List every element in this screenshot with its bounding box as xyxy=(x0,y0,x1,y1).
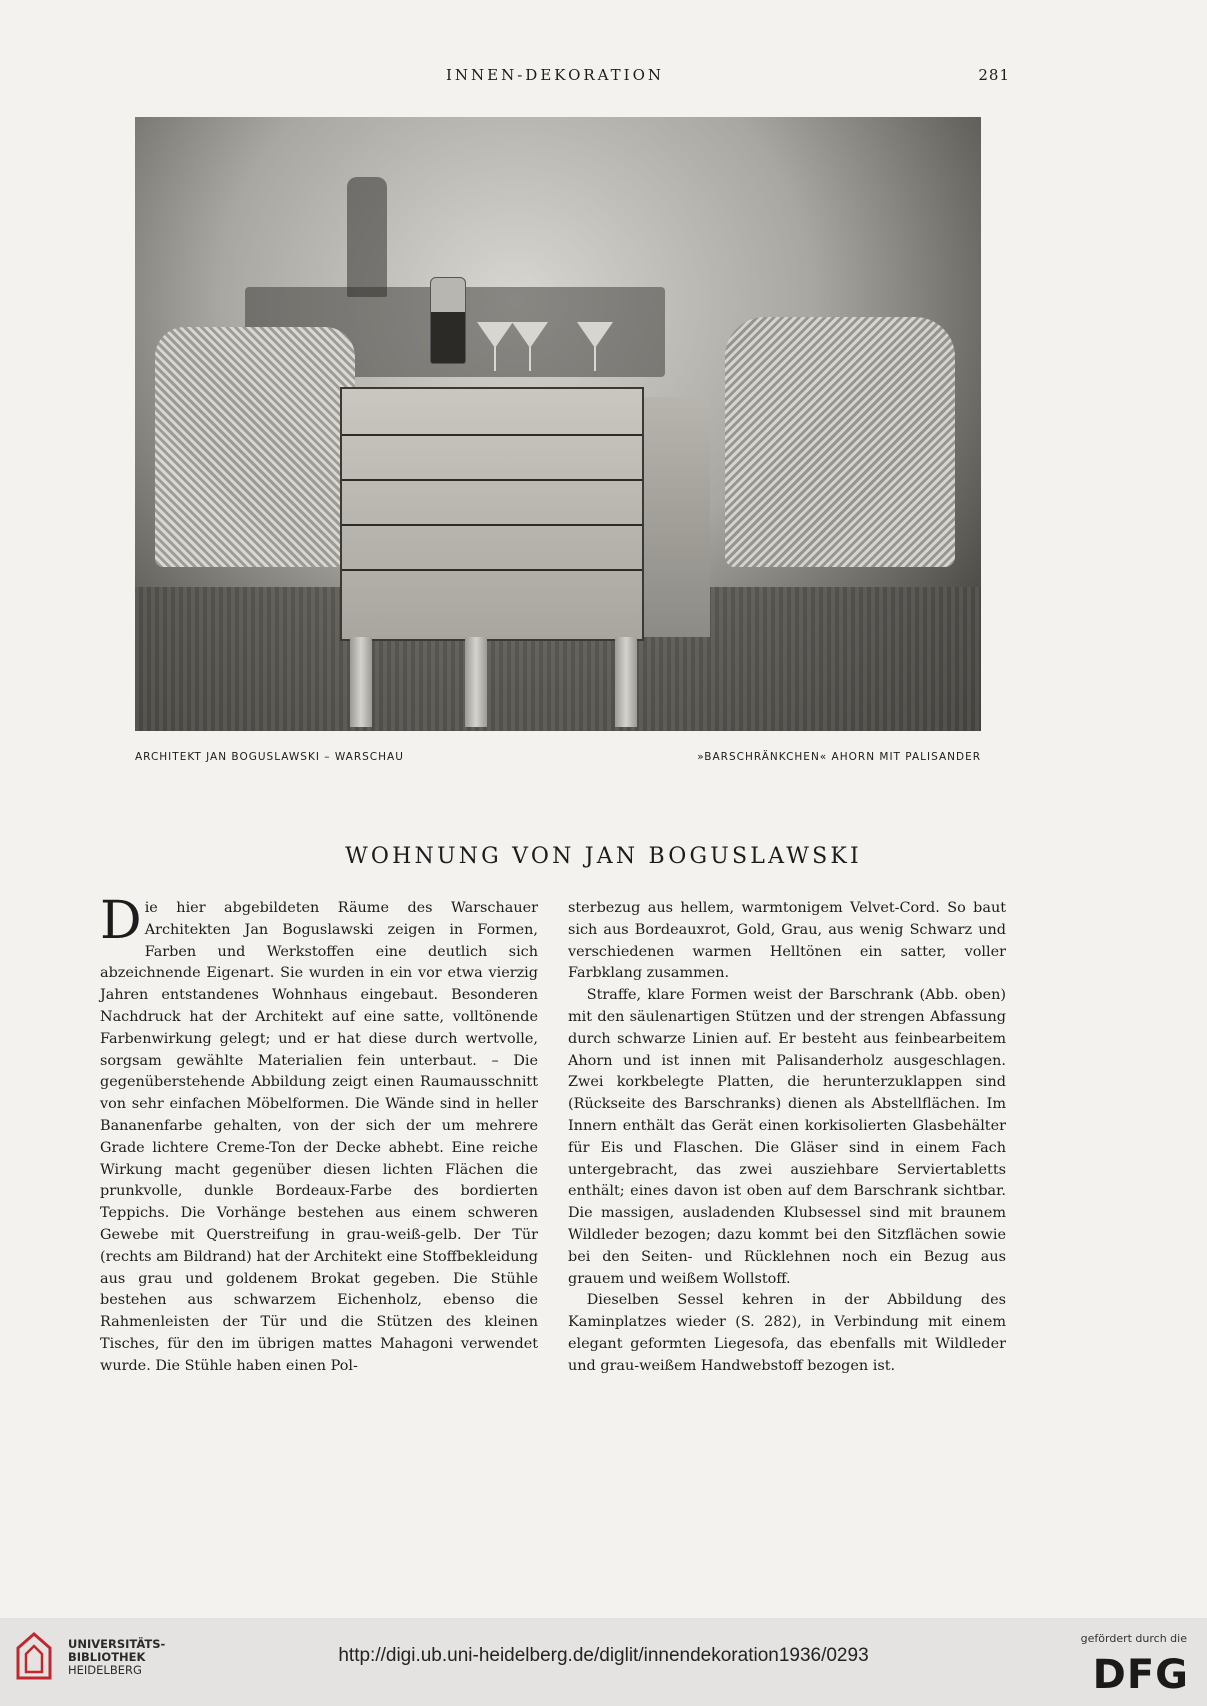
decanter xyxy=(430,277,466,364)
bar-cabinet-photo xyxy=(135,117,981,731)
paragraph xyxy=(100,891,538,1378)
running-header xyxy=(100,66,1010,86)
cabinet-inlay-line xyxy=(342,569,642,571)
paragraph-text: ie hier abgebildeten Räume des Warschauer Architekten Jan Boguslawski zeigen in Formen, Farben und Werkstoffen eine deutlich sich abzeichnende Eigenart. Sie wurden in ein vor etwa vierzig Jahren entstandenes Wohnhaus eingebaut. Besonderen Nachdruck hat der Architekt auf eine satte, volltönende Farbenwirkung gelegt; und er hat diese durch wertvolle, sorgsam gewählte Materialien fein unterbaut. – Die gegenüberstehende Abbildung zeigt einen Raumausschnitt von sehr einfachen Möbelformen. Die Wände sind in heller Bananenfarbe gehalten, von der sich der um mehrere Grade lichtere Creme-Ton der Decke abhebt. Eine reiche Wirkung macht gegenüber diesen lichten Flächen die prunkvolle, dunkle Bordeaux-Farbe des bordierten Teppichs. Die Vorhänge bestehen aus einem schweren Gewebe mit Querstreifung in grau-weiß-gelb. Der Tür (rechts am Bildrand) hat der Architekt eine Stoffbekleidung aus grau und goldenem Brokat gegeben. Die Stühle bestehen aus schwarzem Eichenholz, ebenso die Rahmenleisten der Tür und die Stützen des kleinen Tisches, für den im übrigen mattes Mahagoni verwendet wurde. Die Stühle haben einen Pol- xyxy=(100,900,538,1374)
glass-stem xyxy=(494,347,496,371)
library-name-line: HEIDELBERG xyxy=(68,1663,142,1677)
cabinet-leg xyxy=(465,637,487,727)
cabinet-side-shelf xyxy=(640,397,710,637)
text-column-right xyxy=(568,898,1006,1378)
cabinet-inlay-line xyxy=(342,434,642,436)
bottle-shadow xyxy=(347,177,387,297)
glass-stem xyxy=(594,347,596,371)
bar-cabinet xyxy=(340,387,644,641)
cabinet-inlay-line xyxy=(342,479,642,481)
cocktail-glass xyxy=(512,322,548,348)
drop-cap: D xyxy=(100,891,142,951)
glass-stem xyxy=(529,347,531,371)
page-number: 281 xyxy=(978,66,1010,84)
cabinet-leg xyxy=(350,637,372,727)
figure-caption xyxy=(135,751,981,767)
cabinet-leg xyxy=(615,637,637,727)
armchair-left xyxy=(155,327,355,567)
caption-architect: ARCHITEKT JAN BOGUSLAWSKI – WARSCHAU xyxy=(135,751,404,763)
journal-title: INNEN-DEKORATION xyxy=(445,66,665,84)
text-column-left xyxy=(100,891,538,1378)
source-url-link[interactable]: http://digi.ub.uni-heidelberg.de/diglit/innendekoration1936/0293 xyxy=(338,1645,869,1666)
funder-label: gefördert durch die xyxy=(1080,1632,1187,1645)
library-name-line: BIBLIOTHEK xyxy=(68,1650,146,1664)
library-name-line: UNIVERSITÄTS- xyxy=(68,1637,166,1651)
paragraph: sterbezug aus hellem, warmtonigem Velvet-Cord. So baut sich aus Bordeauxrot, Gold, Grau, aus wenig Schwarz und verschiedenen warmen Helltönen ein satter, voller Farbklang zusammen. xyxy=(568,900,1006,982)
cabinet-inlay-line xyxy=(342,524,642,526)
caption-object: »BARSCHRÄNKCHEN« AHORN MIT PALISANDER xyxy=(697,751,981,763)
cocktail-glass xyxy=(577,322,613,348)
armchair-right xyxy=(725,317,955,567)
digitization-footer xyxy=(0,1618,1207,1706)
paragraph: Dieselben Sessel kehren in der Abbildung des Kaminplatzes wieder (S. 282), in Verbindung mit einem elegant geformten Liegesofa, das ebenfalls mit Wildleder und grau-weißem Handwebstoff bezogen ist. xyxy=(568,1292,1006,1374)
dfg-logo: DFG xyxy=(1092,1652,1189,1698)
cocktail-glass xyxy=(477,322,513,348)
paragraph: Straffe, klare Formen weist der Barschrank (Abb. oben) mit den säulenartigen Stützen und der strengen Abfassung durch schwarze Linien auf. Er besteht aus feinbearbeitem Ahorn und ist innen mit Palisanderholz ausgeschlagen. Zwei korkbelegte Platten, die herunterzuklappen sind (Rückseite des Barschranks) dienen als Abstellflächen. Im Innern enthält das Gerät einen korkisolierten Glasbehälter für Eis und Flaschen. Die Gläser sind in einem Fach untergebracht, das zwei ausziehbare Serviertabletts enthält; eines davon ist oben auf dem Barschrank sichtbar. Die massigen, ausladenden Klubsessel sind mit braunem Wildleder bezogen; dazu kommt bei den Sitzflächen sowie bei den Seiten- und Rücklehnen noch ein Bezug aus grauem und weißem Wollstoff. xyxy=(568,987,1006,1287)
article-title: WOHNUNG VON JAN BOGUSLAWSKI xyxy=(345,844,862,869)
